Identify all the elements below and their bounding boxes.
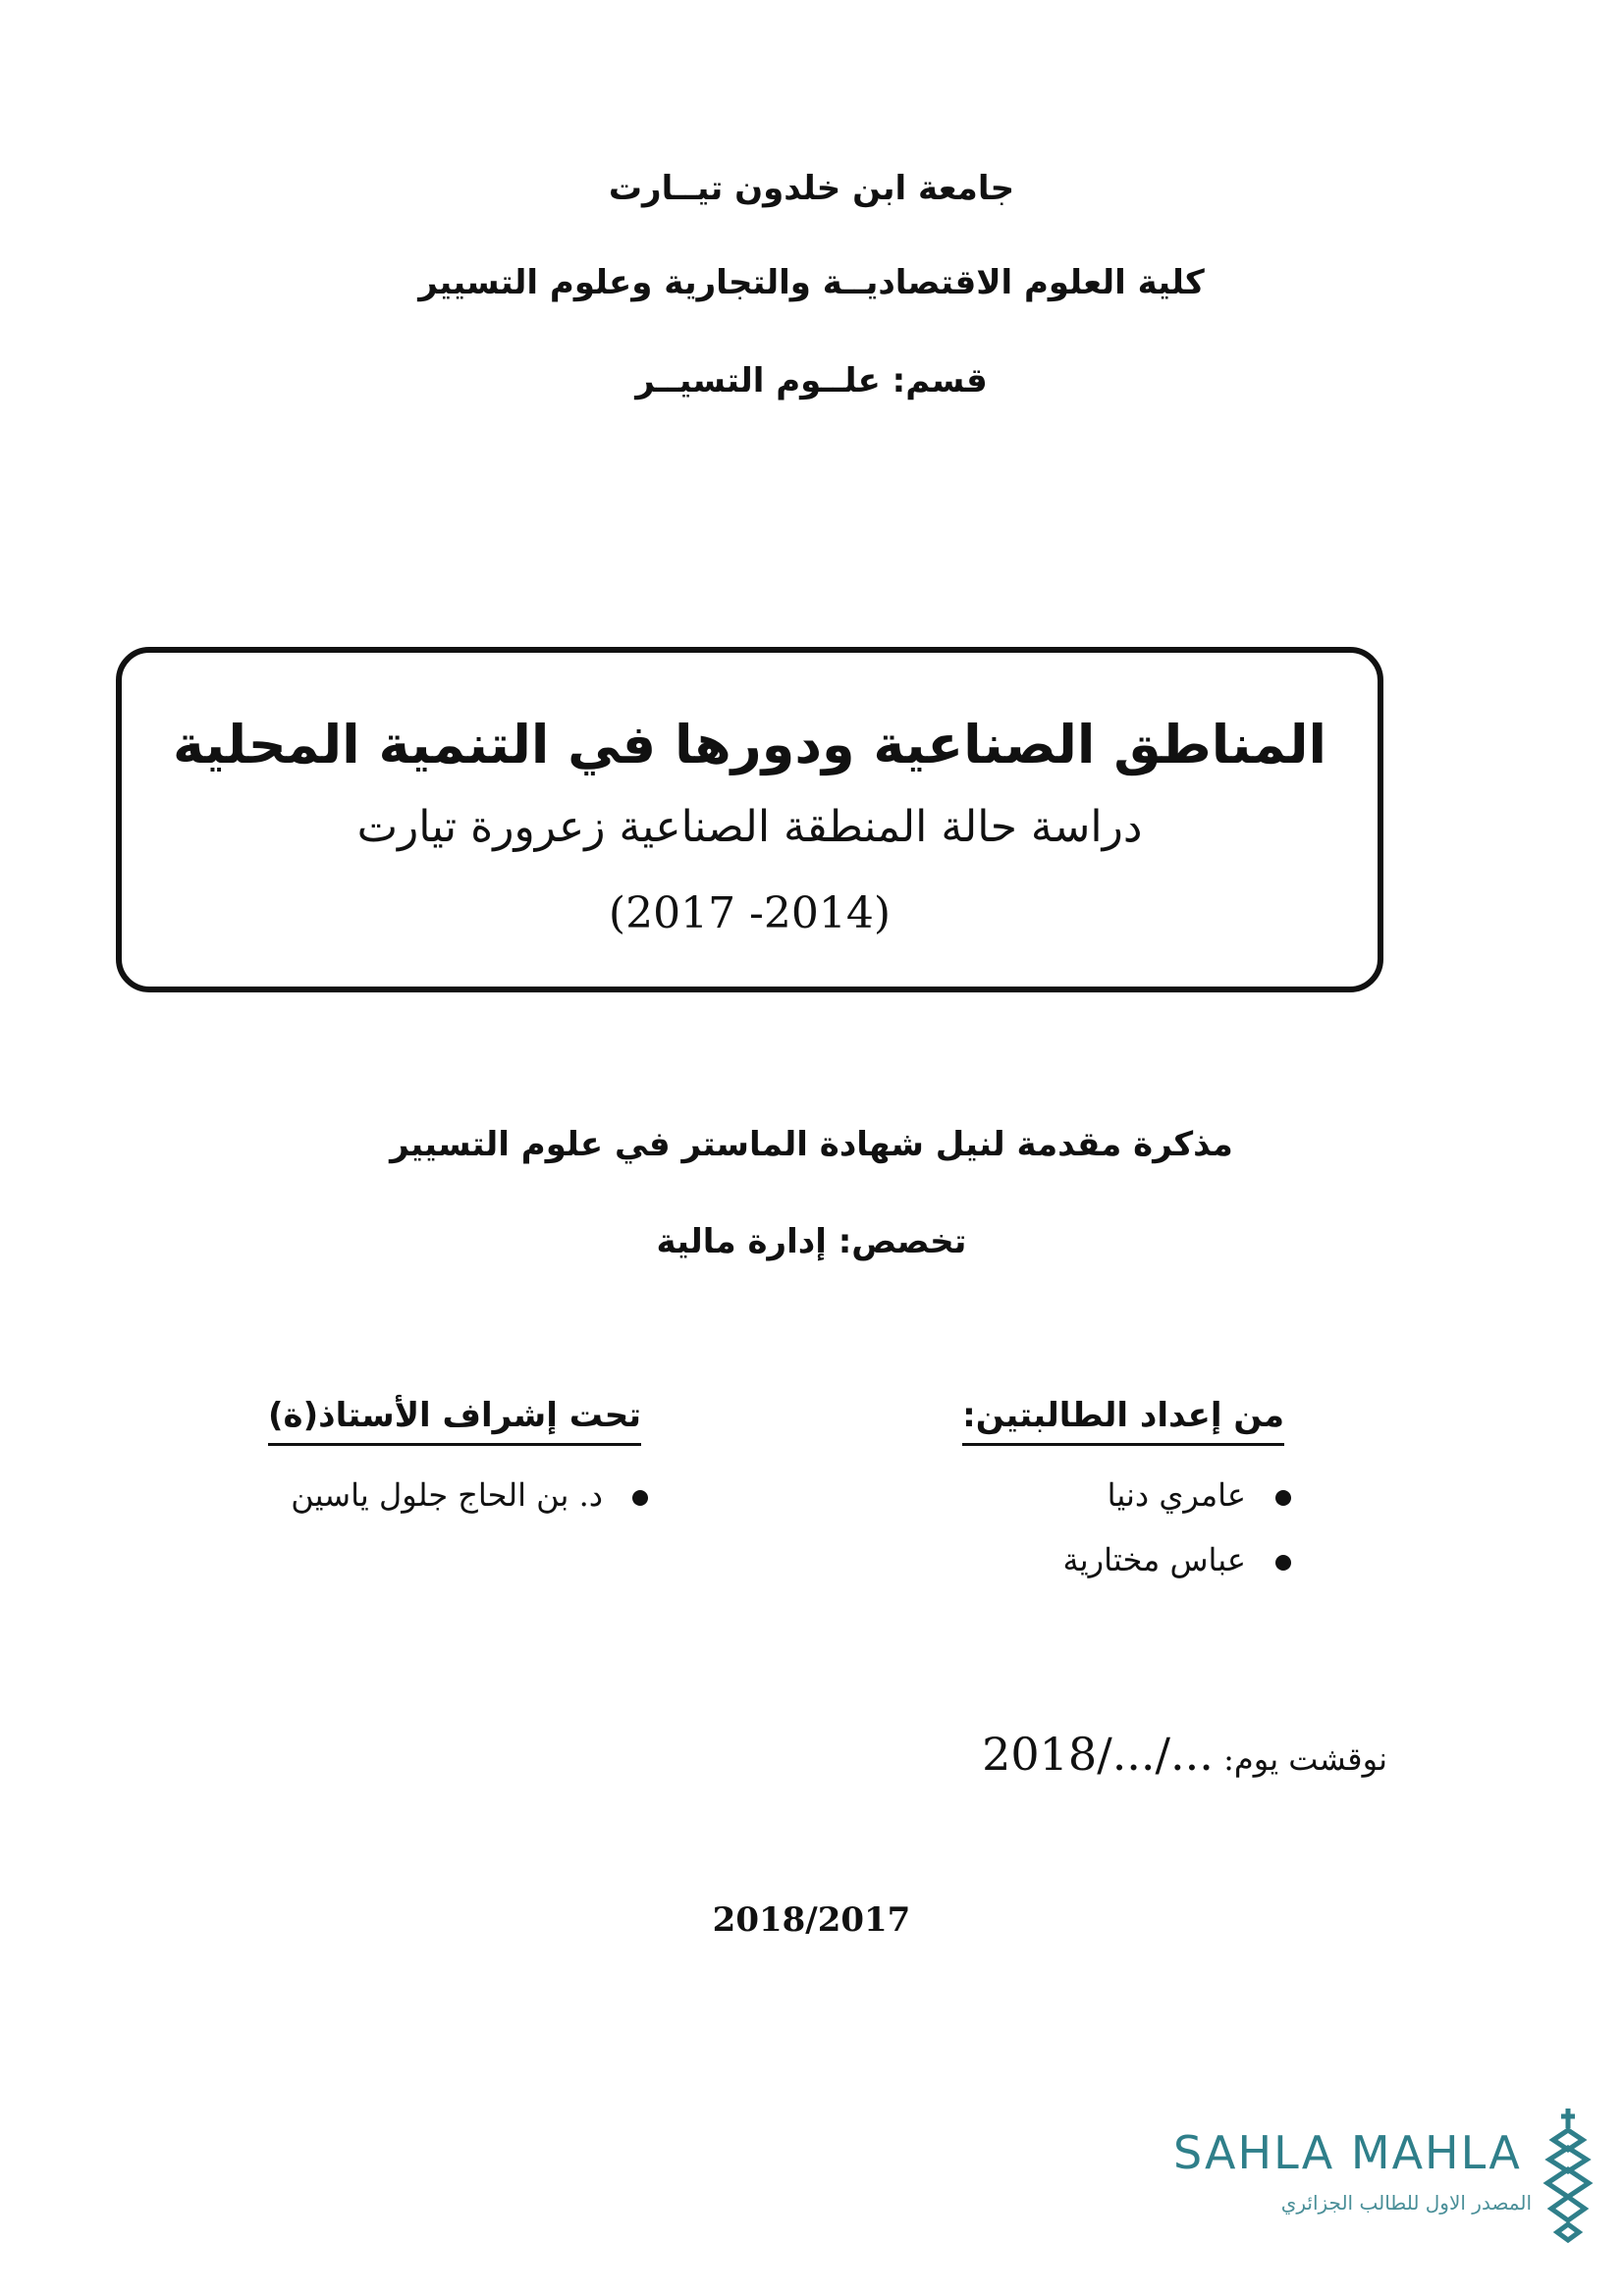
bullet-icon [1275, 1555, 1291, 1571]
bullet-icon [1275, 1490, 1291, 1506]
title-box [116, 647, 1383, 992]
defense-label: نوقشت يوم: [1223, 1740, 1387, 1778]
student-name: عامري دنيا [1107, 1476, 1246, 1514]
bullet-icon [632, 1490, 648, 1506]
defense-date-value: 2018/.../... [982, 1728, 1214, 1781]
memo-description: مذكرة مقدمة لنيل شهادة الماستر في علوم التسيير [390, 1125, 1233, 1164]
supervisor-name: د. بن الحاج جلول ياسين [291, 1476, 603, 1514]
defense-date [982, 1728, 1387, 1781]
logo-mark-icon [1542, 2101, 1596, 2248]
thesis-title: المناطق الصناعية ودورها في التنمية المحلية [172, 714, 1327, 775]
thesis-subtitle: دراسة حالة المنطقة الصناعية زعرورة تيارت [356, 802, 1143, 852]
list-item [291, 1463, 648, 1527]
site-logo [1173, 2101, 1596, 2248]
list-item [1063, 1527, 1291, 1592]
supervisor-list [291, 1463, 648, 1527]
specialty: تخصص: إدارة مالية [656, 1222, 967, 1261]
students-list [1063, 1463, 1291, 1592]
university-name: جامعة ابن خلدون تيــارت [608, 169, 1015, 208]
department-name: قسم: علــوم التسيــر [635, 361, 988, 400]
faculty-name: كلية العلوم الاقتصاديــة والتجارية وعلوم التسيير [418, 263, 1205, 302]
students-heading: من إعداد الطالبتين: [962, 1396, 1284, 1446]
supervisor-heading: تحت إشراف الأستاذ(ة) [268, 1396, 641, 1446]
student-name: عباس مختارية [1062, 1541, 1246, 1578]
academic-year: 2018/2017 [712, 1900, 911, 1940]
list-item [1063, 1463, 1291, 1527]
logo-tagline: المصدر الاول للطالب الجزائري [1280, 2191, 1532, 2215]
logo-text: SAHLA MAHLA [1173, 2126, 1522, 2179]
thesis-period: (2017 -2014) [608, 888, 892, 938]
